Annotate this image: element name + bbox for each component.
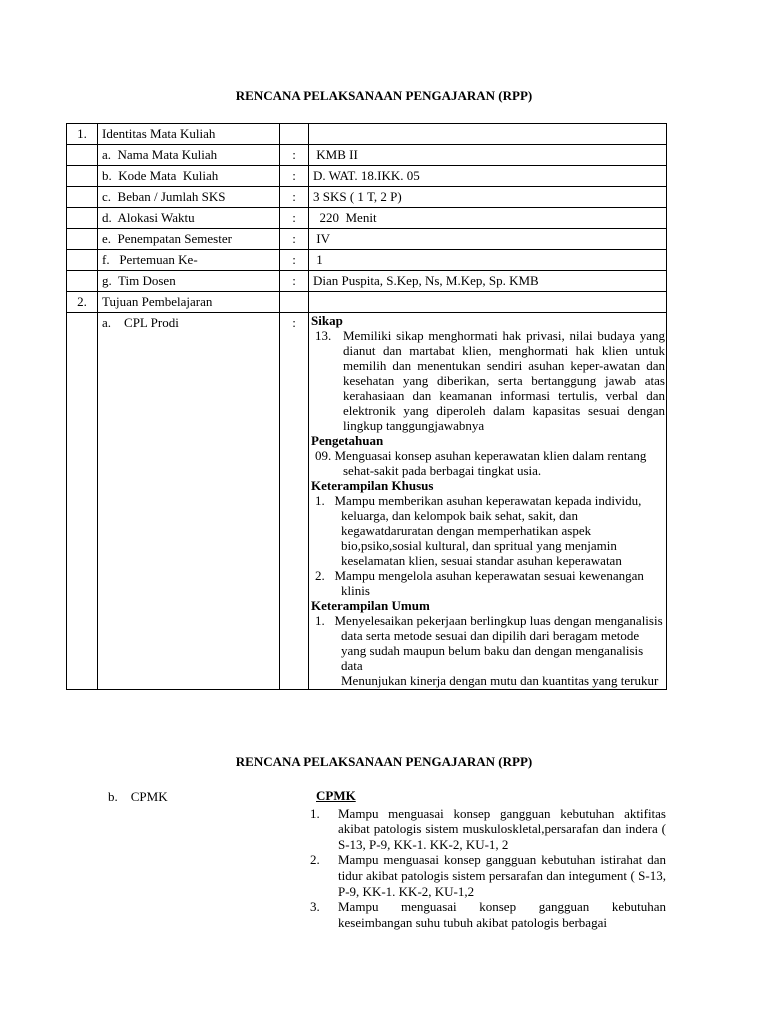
rpp-table — [66, 123, 667, 690]
colon: : — [280, 229, 309, 250]
section-label: Identitas Mata Kuliah — [98, 124, 280, 145]
table-row — [67, 166, 667, 187]
cpl-content — [309, 313, 667, 690]
field-label: d. Alokasi Waktu — [98, 208, 280, 229]
table-row — [67, 187, 667, 208]
colon: : — [280, 145, 309, 166]
item-text: Mampu menguasai konsep gangguan kebutuhan keseimbangan suhu tubuh akibat patologis berbagai — [338, 899, 666, 930]
pengetahuan-heading: Pengetahuan — [311, 433, 384, 448]
sikap-text: Memiliki sikap menghormati hak privasi, nilai budaya yang dianut dan martabat klien, menghormati hak klien untuk memilih dan menentukan sendiri asuhan keper-awatan dan kesehatan yang diberikan, serta bertanggung jawab atas kerahasiaan dan keamanan informasi tertulis, verbal dan elektronik yang diperoleh dalam kapasitas sesuai dengan lingkup tanggungjawabnya — [343, 328, 665, 433]
field-value: 220 Menit — [309, 208, 667, 229]
item-text: Mampu menguasai konsep gangguan kebutuhan aktifitas akibat patologis sistem muskuloskletal,persarafan dan indera ( S-13, P-9, KK-1. KK-2, KU-1, 2 — [338, 805, 666, 852]
keterampilan-khusus-heading: Keterampilan Khusus — [311, 478, 434, 493]
row-number: 2. — [67, 292, 98, 313]
keterampilan-khusus-item: 2. Mampu mengelola asuhan keperawatan sesuai kewenangan klinis — [315, 568, 648, 598]
list-item — [310, 806, 666, 853]
section-label: Tujuan Pembelajaran — [98, 292, 280, 313]
colon: : — [280, 250, 309, 271]
field-label: a. Nama Mata Kuliah — [98, 145, 280, 166]
colon: : — [280, 208, 309, 229]
item-number: 2. — [310, 852, 320, 868]
pengetahuan-text: 09. Menguasai konsep asuhan keperawatan klien dalam rentang sehat-sakit pada berbagai tingkat usia. — [315, 448, 647, 478]
table-row — [67, 145, 667, 166]
field-value: KMB II — [309, 145, 667, 166]
table-row — [67, 313, 667, 690]
colon: : — [280, 166, 309, 187]
field-label: g. Tim Dosen — [98, 271, 280, 292]
table-row — [67, 229, 667, 250]
page-title: RENCANA PELAKSANAAN PENGAJARAN (RPP) — [235, 88, 533, 103]
list-item — [310, 899, 666, 930]
cpmk-heading: CPMK — [316, 788, 356, 803]
table-row — [67, 124, 667, 145]
table-row — [67, 292, 667, 313]
field-label: e. Penempatan Semester — [98, 229, 280, 250]
colon: : — [280, 271, 309, 292]
table-row — [67, 250, 667, 271]
page-title-repeat: RENCANA PELAKSANAAN PENGAJARAN (RPP) — [235, 754, 533, 769]
field-label: c. Beban / Jumlah SKS — [98, 187, 280, 208]
field-value: D. WAT. 18.IKK. 05 — [309, 166, 667, 187]
keterampilan-umum-item: Menunjukan kinerja dengan mutu dan kuantitas yang terukur — [341, 673, 659, 688]
row-number: 1. — [67, 124, 98, 145]
cpmk-section — [310, 788, 666, 930]
item-number: 1. — [310, 805, 320, 821]
sikap-item — [311, 328, 665, 433]
keterampilan-khusus-item: 1. Mampu memberikan asuhan keperawatan kepada individu, keluarga, dan kelompok baik sehat, sakit, dan kegawatdaruratan dengan memperhatikan aspek bio,psiko,sosial kultural, dan spritual yang menjamin keselamatan klien, sesuai standar asuhan keperawatan — [315, 493, 645, 568]
colon: : — [280, 187, 309, 208]
field-value: 1 — [309, 250, 667, 271]
field-value: 3 SKS ( 1 T, 2 P) — [309, 187, 667, 208]
field-label: a. CPL Prodi — [98, 313, 280, 690]
list-item — [310, 852, 666, 899]
field-label: b. Kode Mata Kuliah — [98, 166, 280, 187]
item-text: Mampu menguasai konsep gangguan kebutuhan istirahat dan tidur akibat patologis sistem persarafan dan integument ( S-13, P-9, KK-1. KK-2, KU-1,2 — [338, 852, 666, 899]
colon: : — [280, 313, 309, 690]
field-value: IV — [309, 229, 667, 250]
table-row — [67, 208, 667, 229]
sikap-number: 13. — [315, 328, 332, 343]
cpmk-label: b. CPMK — [108, 789, 168, 804]
field-value: Dian Puspita, S.Kep, Ns, M.Kep, Sp. KMB — [309, 271, 667, 292]
table-row — [67, 271, 667, 292]
keterampilan-umum-item: 1. Menyelesaikan pekerjaan berlingkup luas dengan menganalisis data serta metode sesuai dan dipilih dari beragam metode yang sudah maupun belum baku dan dengan menganalisis data — [315, 613, 666, 673]
field-label: f. Pertemuan Ke- — [98, 250, 280, 271]
sikap-heading: Sikap — [311, 313, 343, 328]
item-number: 3. — [310, 899, 320, 915]
keterampilan-umum-heading: Keterampilan Umum — [311, 598, 430, 613]
